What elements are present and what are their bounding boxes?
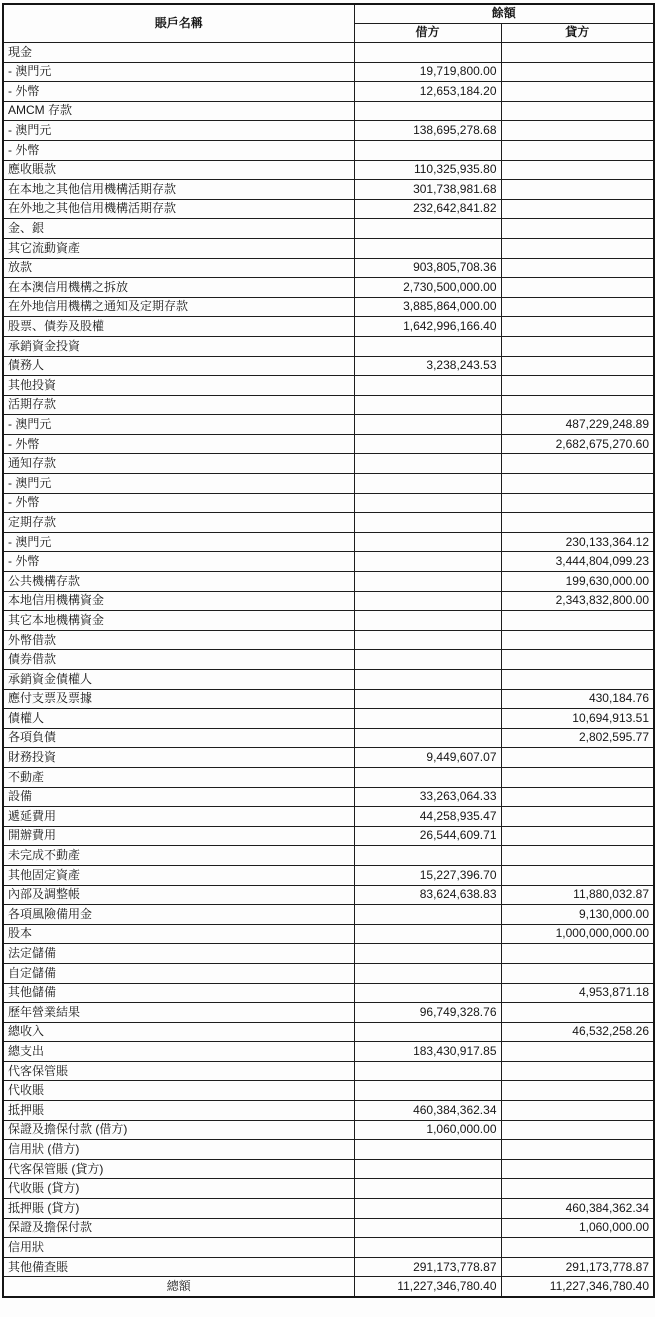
credit-cell <box>501 1081 654 1101</box>
credit-cell <box>501 140 654 160</box>
table-row <box>3 1042 654 1062</box>
account-name-cell: 其他固定資產 <box>3 865 354 885</box>
table-row <box>3 297 654 317</box>
account-name-cell: 公共機構存款 <box>3 572 354 592</box>
credit-cell <box>501 62 654 82</box>
credit-cell <box>501 1120 654 1140</box>
account-name-cell: 應收賬款 <box>3 160 354 180</box>
account-name-cell: 在本地之其他信用機構活期存款 <box>3 180 354 200</box>
account-name-cell: AMCM 存款 <box>3 101 354 121</box>
debit-cell <box>354 611 501 631</box>
debit-cell <box>354 650 501 670</box>
table-row <box>3 572 654 592</box>
table-row <box>3 630 654 650</box>
debit-cell <box>354 238 501 258</box>
credit-cell <box>501 493 654 513</box>
table-row <box>3 160 654 180</box>
credit-cell <box>501 43 654 63</box>
account-name-cell: - 澳門元 <box>3 474 354 494</box>
debit-cell: 301,738,981.68 <box>354 180 501 200</box>
table-row <box>3 1101 654 1121</box>
table-row <box>3 1022 654 1042</box>
credit-cell <box>501 630 654 650</box>
credit-header: 貸方 <box>501 24 654 43</box>
debit-cell: 2,730,500,000.00 <box>354 278 501 298</box>
debit-cell: 460,384,362.34 <box>354 1101 501 1121</box>
credit-cell <box>501 650 654 670</box>
credit-cell <box>501 826 654 846</box>
table-row <box>3 258 654 278</box>
debit-cell <box>354 513 501 533</box>
account-name-cell: 未完成不動產 <box>3 846 354 866</box>
account-name-cell: 其他儲備 <box>3 983 354 1003</box>
debit-cell <box>354 376 501 396</box>
account-name-cell: 總收入 <box>3 1022 354 1042</box>
credit-cell: 1,060,000.00 <box>501 1218 654 1238</box>
account-name-cell: 其它本地機構資金 <box>3 611 354 631</box>
account-name-cell: 代客保管賬 <box>3 1061 354 1081</box>
debit-cell: 291,173,778.87 <box>354 1257 501 1277</box>
debit-cell: 1,642,996,166.40 <box>354 317 501 337</box>
account-name-cell: 開辦費用 <box>3 826 354 846</box>
credit-cell <box>501 1003 654 1023</box>
credit-cell <box>501 160 654 180</box>
account-name-cell: 債券借款 <box>3 650 354 670</box>
debit-cell <box>354 140 501 160</box>
table-row <box>3 905 654 925</box>
debit-cell <box>354 983 501 1003</box>
debit-cell <box>354 1081 501 1101</box>
account-name-cell: 應付支票及票據 <box>3 689 354 709</box>
credit-cell <box>501 865 654 885</box>
debit-cell <box>354 43 501 63</box>
debit-cell <box>354 532 501 552</box>
debit-cell: 138,695,278.68 <box>354 121 501 141</box>
table-row <box>3 493 654 513</box>
table-row <box>3 532 654 552</box>
table-row <box>3 474 654 494</box>
table-row <box>3 513 654 533</box>
total-section <box>3 1277 654 1297</box>
credit-cell <box>501 356 654 376</box>
account-name-cell: 定期存款 <box>3 513 354 533</box>
debit-cell <box>354 1218 501 1238</box>
table-row <box>3 1179 654 1199</box>
table-row <box>3 101 654 121</box>
credit-cell: 487,229,248.89 <box>501 415 654 435</box>
debit-cell <box>354 219 501 239</box>
account-name-cell: 各項風險備用金 <box>3 905 354 925</box>
credit-cell <box>501 82 654 102</box>
debit-cell: 3,885,864,000.00 <box>354 297 501 317</box>
table-row <box>3 728 654 748</box>
credit-cell <box>501 258 654 278</box>
debit-cell <box>354 1159 501 1179</box>
table-row <box>3 611 654 631</box>
credit-cell <box>501 199 654 219</box>
credit-cell <box>501 670 654 690</box>
table-row <box>3 787 654 807</box>
credit-cell: 11,880,032.87 <box>501 885 654 905</box>
account-name-cell: 其它流動資產 <box>3 238 354 258</box>
debit-cell <box>354 572 501 592</box>
credit-cell <box>501 944 654 964</box>
credit-cell: 46,532,258.26 <box>501 1022 654 1042</box>
credit-cell <box>501 787 654 807</box>
debit-cell <box>354 728 501 748</box>
credit-cell: 199,630,000.00 <box>501 572 654 592</box>
credit-cell <box>501 748 654 768</box>
account-name-cell: 財務投資 <box>3 748 354 768</box>
debit-cell <box>354 434 501 454</box>
debit-cell: 83,624,638.83 <box>354 885 501 905</box>
credit-cell <box>501 846 654 866</box>
account-name-cell: 不動產 <box>3 767 354 787</box>
credit-cell: 1,000,000,000.00 <box>501 924 654 944</box>
header-row-1 <box>3 4 654 24</box>
table-row <box>3 1140 654 1160</box>
credit-cell <box>501 474 654 494</box>
account-name-cell: 活期存款 <box>3 395 354 415</box>
table-row <box>3 767 654 787</box>
table-row <box>3 650 654 670</box>
total-label-cell: 總額 <box>3 1277 354 1297</box>
account-name-cell: 抵押賬 <box>3 1101 354 1121</box>
debit-cell: 26,544,609.71 <box>354 826 501 846</box>
credit-cell: 291,173,778.87 <box>501 1257 654 1277</box>
total-row <box>3 1277 654 1297</box>
debit-cell: 1,060,000.00 <box>354 1120 501 1140</box>
debit-cell <box>354 1238 501 1258</box>
table-row <box>3 395 654 415</box>
credit-cell <box>501 1179 654 1199</box>
table-row <box>3 121 654 141</box>
table-row <box>3 356 654 376</box>
table-row <box>3 1159 654 1179</box>
debit-cell <box>354 454 501 474</box>
debit-cell <box>354 630 501 650</box>
account-name-cell: 信用狀 (借方) <box>3 1140 354 1160</box>
credit-cell <box>501 101 654 121</box>
debit-cell <box>354 767 501 787</box>
debit-cell <box>354 336 501 356</box>
credit-cell <box>501 219 654 239</box>
account-name-cell: 各項負債 <box>3 728 354 748</box>
account-name-cell: 現金 <box>3 43 354 63</box>
debit-cell <box>354 1179 501 1199</box>
account-name-cell: - 澳門元 <box>3 62 354 82</box>
debit-cell: 903,805,708.36 <box>354 258 501 278</box>
table-row <box>3 924 654 944</box>
debit-cell <box>354 493 501 513</box>
account-name-cell: 其他備查賬 <box>3 1257 354 1277</box>
account-name-cell: 承銷資金投資 <box>3 336 354 356</box>
credit-cell <box>501 1238 654 1258</box>
debit-cell <box>354 709 501 729</box>
debit-cell <box>354 1022 501 1042</box>
credit-cell: 2,682,675,270.60 <box>501 434 654 454</box>
account-name-cell: 債權人 <box>3 709 354 729</box>
credit-cell: 460,384,362.34 <box>501 1199 654 1219</box>
account-name-cell: 信用狀 <box>3 1238 354 1258</box>
table-row <box>3 552 654 572</box>
credit-cell: 430,184.76 <box>501 689 654 709</box>
balance-header: 餘額 <box>354 4 654 24</box>
credit-cell <box>501 454 654 474</box>
debit-cell: 9,449,607.07 <box>354 748 501 768</box>
table-row <box>3 199 654 219</box>
credit-cell <box>501 1159 654 1179</box>
debit-cell <box>354 1199 501 1219</box>
table-row <box>3 963 654 983</box>
credit-cell: 230,133,364.12 <box>501 532 654 552</box>
table-row <box>3 376 654 396</box>
table-row <box>3 1061 654 1081</box>
debit-cell <box>354 670 501 690</box>
debit-cell: 110,325,935.80 <box>354 160 501 180</box>
credit-cell <box>501 513 654 533</box>
table-row <box>3 670 654 690</box>
debit-cell: 96,749,328.76 <box>354 1003 501 1023</box>
table-row <box>3 983 654 1003</box>
credit-cell <box>501 611 654 631</box>
account-name-cell: 股本 <box>3 924 354 944</box>
credit-cell <box>501 963 654 983</box>
credit-cell <box>501 1061 654 1081</box>
table-row <box>3 1218 654 1238</box>
table-row <box>3 689 654 709</box>
table-row <box>3 944 654 964</box>
account-name-cell: 遞延費用 <box>3 807 354 827</box>
account-name-cell: 抵押賬 (貸方) <box>3 1199 354 1219</box>
account-name-cell: 債務人 <box>3 356 354 376</box>
credit-cell: 3,444,804,099.23 <box>501 552 654 572</box>
debit-cell <box>354 474 501 494</box>
account-name-header: 賬戶名稱 <box>3 4 354 43</box>
account-name-cell: 歷年營業結果 <box>3 1003 354 1023</box>
table-row <box>3 709 654 729</box>
credit-cell <box>501 238 654 258</box>
debit-cell <box>354 689 501 709</box>
table-row <box>3 82 654 102</box>
account-name-cell: 放款 <box>3 258 354 278</box>
table-row <box>3 415 654 435</box>
table-row <box>3 1199 654 1219</box>
table-row <box>3 846 654 866</box>
debit-cell <box>354 963 501 983</box>
account-name-cell: 通知存款 <box>3 454 354 474</box>
debit-cell <box>354 1140 501 1160</box>
account-name-cell: - 澳門元 <box>3 121 354 141</box>
account-name-cell: 本地信用機構資金 <box>3 591 354 611</box>
debit-cell <box>354 395 501 415</box>
account-name-cell: 在外地信用機構之通知及定期存款 <box>3 297 354 317</box>
table-row <box>3 807 654 827</box>
table-row <box>3 317 654 337</box>
table-row <box>3 1081 654 1101</box>
credit-cell: 4,953,871.18 <box>501 983 654 1003</box>
debit-cell <box>354 924 501 944</box>
account-name-cell: - 外幣 <box>3 140 354 160</box>
credit-cell <box>501 121 654 141</box>
account-name-cell: 保證及擔保付款 <box>3 1218 354 1238</box>
account-name-cell: 代客保管賬 (貸方) <box>3 1159 354 1179</box>
account-name-cell: 設備 <box>3 787 354 807</box>
table-header <box>3 4 654 43</box>
debit-cell <box>354 591 501 611</box>
debit-cell <box>354 846 501 866</box>
table-row <box>3 865 654 885</box>
account-name-cell: - 外幣 <box>3 552 354 572</box>
account-name-cell: 外幣借款 <box>3 630 354 650</box>
table-row <box>3 1120 654 1140</box>
table-row <box>3 180 654 200</box>
table-row <box>3 62 654 82</box>
account-name-cell: 保證及擔保付款 (借方) <box>3 1120 354 1140</box>
account-name-cell: 承銷資金債權人 <box>3 670 354 690</box>
credit-cell <box>501 1042 654 1062</box>
debit-cell: 19,719,800.00 <box>354 62 501 82</box>
debit-cell <box>354 944 501 964</box>
account-name-cell: 總支出 <box>3 1042 354 1062</box>
debit-cell <box>354 415 501 435</box>
table-row <box>3 591 654 611</box>
credit-cell <box>501 395 654 415</box>
account-name-cell: 金、銀 <box>3 219 354 239</box>
table-row <box>3 278 654 298</box>
credit-cell <box>501 767 654 787</box>
account-name-cell: 內部及調整帳 <box>3 885 354 905</box>
account-name-cell: 自定儲備 <box>3 963 354 983</box>
table-row <box>3 885 654 905</box>
table-row <box>3 140 654 160</box>
credit-cell <box>501 336 654 356</box>
account-name-cell: 其他投資 <box>3 376 354 396</box>
credit-cell <box>501 1140 654 1160</box>
account-name-cell: 在本澳信用機構之拆放 <box>3 278 354 298</box>
credit-cell <box>501 297 654 317</box>
table-row <box>3 748 654 768</box>
table-row <box>3 219 654 239</box>
table-row <box>3 1238 654 1258</box>
debit-header: 借方 <box>354 24 501 43</box>
account-name-cell: 法定儲備 <box>3 944 354 964</box>
credit-cell: 2,343,832,800.00 <box>501 591 654 611</box>
credit-cell: 2,802,595.77 <box>501 728 654 748</box>
debit-cell <box>354 1061 501 1081</box>
table-row <box>3 434 654 454</box>
debit-cell <box>354 905 501 925</box>
table-row <box>3 826 654 846</box>
debit-cell <box>354 101 501 121</box>
debit-cell: 183,430,917.85 <box>354 1042 501 1062</box>
debit-cell: 3,238,243.53 <box>354 356 501 376</box>
debit-cell: 44,258,935.47 <box>354 807 501 827</box>
credit-cell <box>501 278 654 298</box>
table-row <box>3 238 654 258</box>
credit-cell <box>501 376 654 396</box>
account-name-cell: - 外幣 <box>3 82 354 102</box>
account-name-cell: 代收賬 <box>3 1081 354 1101</box>
account-name-cell: - 外幣 <box>3 434 354 454</box>
table-row <box>3 336 654 356</box>
credit-cell: 9,130,000.00 <box>501 905 654 925</box>
account-name-cell: 在外地之其他信用機構活期存款 <box>3 199 354 219</box>
debit-cell <box>354 552 501 572</box>
debit-cell: 15,227,396.70 <box>354 865 501 885</box>
table-row <box>3 1257 654 1277</box>
debit-cell: 232,642,841.82 <box>354 199 501 219</box>
total-debit-cell: 11,227,346,780.40 <box>354 1277 501 1297</box>
account-rows <box>3 43 654 1277</box>
account-name-cell: 股票、債券及股權 <box>3 317 354 337</box>
total-credit-cell: 11,227,346,780.40 <box>501 1277 654 1297</box>
table-row <box>3 1003 654 1023</box>
credit-cell: 10,694,913.51 <box>501 709 654 729</box>
credit-cell <box>501 807 654 827</box>
credit-cell <box>501 317 654 337</box>
credit-cell <box>501 1101 654 1121</box>
table-row <box>3 454 654 474</box>
credit-cell <box>501 180 654 200</box>
account-name-cell: - 澳門元 <box>3 415 354 435</box>
table-row <box>3 43 654 63</box>
debit-cell: 33,263,064.33 <box>354 787 501 807</box>
account-name-cell: - 外幣 <box>3 493 354 513</box>
account-name-cell: 代收賬 (貸方) <box>3 1179 354 1199</box>
debit-cell: 12,653,184.20 <box>354 82 501 102</box>
account-name-cell: - 澳門元 <box>3 532 354 552</box>
balance-table <box>2 3 655 1298</box>
